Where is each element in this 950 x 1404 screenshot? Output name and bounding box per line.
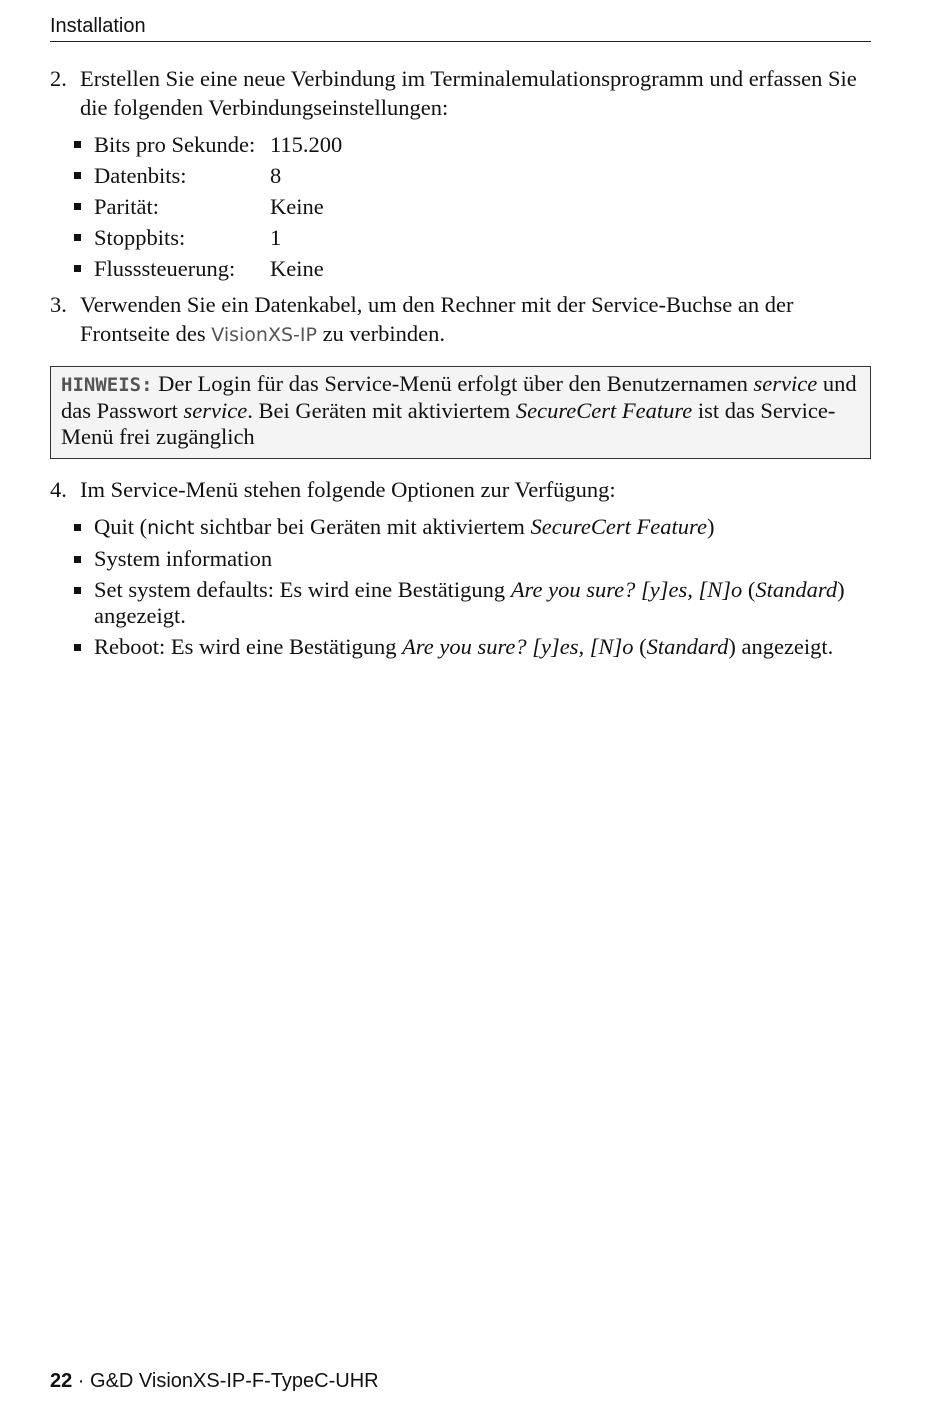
option-prompt: Are you sure? [y]es, [N]o: [510, 577, 743, 602]
footer-separator: ·: [72, 1370, 91, 1392]
note-text: Der Login für das Service-Menü erfolgt über den Benutzernamen: [152, 371, 754, 396]
setting-key: Parität:: [94, 194, 159, 219]
setting-flow-control: [74, 253, 871, 284]
option-text: (: [633, 634, 647, 659]
option-prompt: Are you sure? [y]es, [N]o: [402, 634, 634, 659]
bullet-icon: [74, 203, 81, 210]
option-text: Set system defaults: Es wird eine Bestätigung: [94, 577, 511, 602]
option-set-system-defaults: [74, 577, 871, 629]
option-text: System information: [94, 546, 273, 571]
setting-value: 115.200: [270, 132, 343, 157]
option-text: Quit (: [94, 514, 148, 539]
document-title: G&D VisionXS-IP-F-TypeC-UHR: [90, 1370, 379, 1392]
option-standard: Standard: [755, 577, 838, 602]
note-box: [50, 366, 871, 459]
note-text: ist das Service-Menü frei zugänglich: [61, 398, 836, 449]
option-text: sichtbar bei Geräten mit aktiviertem: [194, 514, 531, 539]
note-text: . Bei Geräten mit aktiviertem: [247, 398, 516, 423]
connection-settings-list: [50, 129, 871, 284]
setting-value: Keine: [270, 256, 324, 281]
section-title: Installation: [50, 15, 146, 37]
note-feature: SecureCert Feature: [515, 398, 693, 423]
option-feature: SecureCert Feature: [530, 514, 707, 539]
step-number: 2.: [50, 66, 67, 91]
option-text: ) angezeigt.: [728, 634, 834, 659]
service-menu-options: [50, 514, 871, 660]
bullet-icon: [74, 172, 81, 179]
bullet-icon: [74, 234, 81, 241]
note-username: service: [753, 371, 818, 396]
page-content: [50, 64, 871, 665]
setting-value: 8: [270, 163, 282, 188]
option-system-information: [74, 546, 871, 572]
bullet-icon: [74, 141, 81, 148]
step-3: [50, 290, 871, 350]
page-number: 22: [50, 1370, 73, 1392]
running-header: [50, 14, 871, 42]
bullet-icon: [74, 587, 81, 594]
option-text: ): [706, 514, 715, 539]
product-name: VisionXS-IP: [211, 324, 317, 346]
option-text: (: [742, 577, 756, 602]
setting-databits: [74, 160, 871, 191]
note-password: service: [183, 398, 248, 423]
emphasis-nicht: nicht: [147, 517, 195, 539]
setting-value: 1: [270, 225, 282, 250]
setting-key: Stoppbits:: [94, 225, 186, 250]
step-text-end: zu verbinden.: [316, 321, 446, 346]
setting-key: Flusssteuerung:: [94, 256, 236, 281]
bullet-icon: [74, 556, 81, 563]
setting-key: Bits pro Sekunde:: [94, 132, 256, 157]
step-text: Verwenden Sie ein Datenkabel, um den Rechner mit der Service-Buchse an der Frontseite des: [80, 292, 794, 346]
setting-value: Keine: [270, 194, 324, 219]
step-number: 4.: [50, 477, 67, 502]
page-footer: [50, 1369, 379, 1393]
bullet-icon: [74, 265, 81, 272]
step-text: Im Service-Menü stehen folgende Optionen zur Verfügung:: [80, 477, 616, 502]
option-text: ) angezeigt.: [94, 577, 845, 628]
note-label: HINWEIS:: [61, 374, 153, 396]
setting-bits-per-second: [74, 129, 871, 160]
step-4: [50, 475, 871, 504]
note-text: und das Passwort: [61, 371, 857, 423]
setting-key: Datenbits:: [94, 163, 187, 188]
step-text: Erstellen Sie eine neue Verbindung im Terminalemulationsprogramm und erfassen Sie die folgenden Verbindungseinstellungen:: [80, 66, 857, 120]
step-number: 3.: [50, 292, 67, 317]
option-reboot: [74, 634, 871, 660]
option-quit: [74, 514, 871, 541]
bullet-icon: [74, 644, 81, 651]
step-2: [50, 64, 871, 122]
setting-stopbits: [74, 222, 871, 253]
bullet-icon: [74, 524, 81, 531]
setting-parity: [74, 191, 871, 222]
option-text: Reboot: Es wird eine Bestätigung: [94, 634, 403, 659]
option-standard: Standard: [646, 634, 729, 659]
